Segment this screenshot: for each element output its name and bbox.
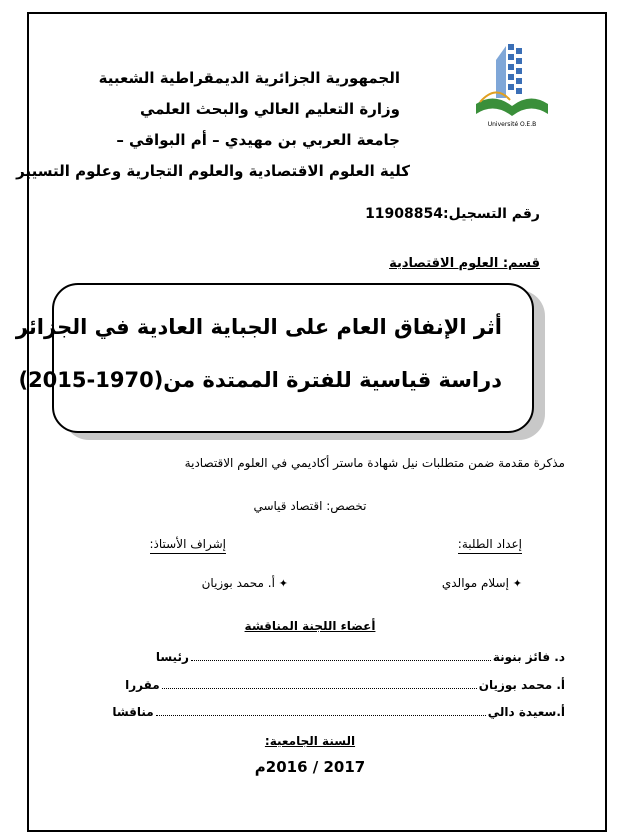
supervisor-name: أ. محمد بوزيان xyxy=(201,576,275,590)
jury-member-name: أ.سعيدة دالي xyxy=(487,705,565,719)
university-line: جامعة العربي بن مهيدي – أم البواقي – xyxy=(116,131,400,149)
dotted-leader xyxy=(191,652,491,661)
academic-year: 2017 / 2016م xyxy=(254,758,366,776)
supervisor-label: إشراف الأستاذ: xyxy=(150,537,227,551)
jury-member-name: د. فائز بنونة xyxy=(492,650,565,664)
memo-statement: مذكرة مقدمة ضمن متطلبات نيل شهادة ماستر أكاديمي في العلوم الاقتصادية xyxy=(184,456,565,470)
thesis-title-line2: دراسة قياسية للفترة الممتدة من(1970-2015) xyxy=(18,368,502,392)
department: قسم: العلوم الاقتصادية xyxy=(389,256,540,271)
academic-year-label: السنة الجامعية: xyxy=(264,734,356,748)
jury-title: أعضاء اللجنة المناقشة xyxy=(244,619,376,633)
jury-member-role: مناقشا xyxy=(112,705,154,719)
students-label: إعداد الطلبة: xyxy=(458,537,522,551)
student-name: إسلام موالدي xyxy=(441,576,509,590)
title-box xyxy=(15,283,534,433)
faculty-line: كلية العلوم الاقتصادية والعلوم التجارية وعلوم التسيير xyxy=(16,162,410,180)
student-name-row xyxy=(442,576,522,590)
republic-line: الجمهورية الجزائرية الديمقراطية الشعبية xyxy=(98,69,400,87)
thesis-title-line1: أثر الإنفاق العام على الجباية العادية في الجزائر xyxy=(15,315,502,339)
jury-row xyxy=(45,705,565,719)
diamond-bullet-icon: ✦ xyxy=(512,577,522,590)
jury-row xyxy=(45,650,565,664)
jury-row xyxy=(45,678,565,692)
dotted-leader xyxy=(162,680,477,689)
registration-number: رقم التسجيل:11908854 xyxy=(365,206,540,222)
jury-member-role: رئيسا xyxy=(155,650,189,664)
specialty: تخصص: اقتصاد قياسي xyxy=(253,499,367,513)
ministry-line: وزارة التعليم العالي والبحث العلمي xyxy=(139,100,400,118)
jury-member-name: أ. محمد بوزيان xyxy=(478,678,565,692)
jury-member-role: مقررا xyxy=(125,678,160,692)
dotted-leader xyxy=(156,707,486,716)
university-logo xyxy=(472,40,552,130)
supervisor-name-row xyxy=(202,576,288,590)
diamond-bullet-icon: ✦ xyxy=(278,577,288,590)
svg-text:Université O.E.B: Université O.E.B xyxy=(487,121,537,128)
